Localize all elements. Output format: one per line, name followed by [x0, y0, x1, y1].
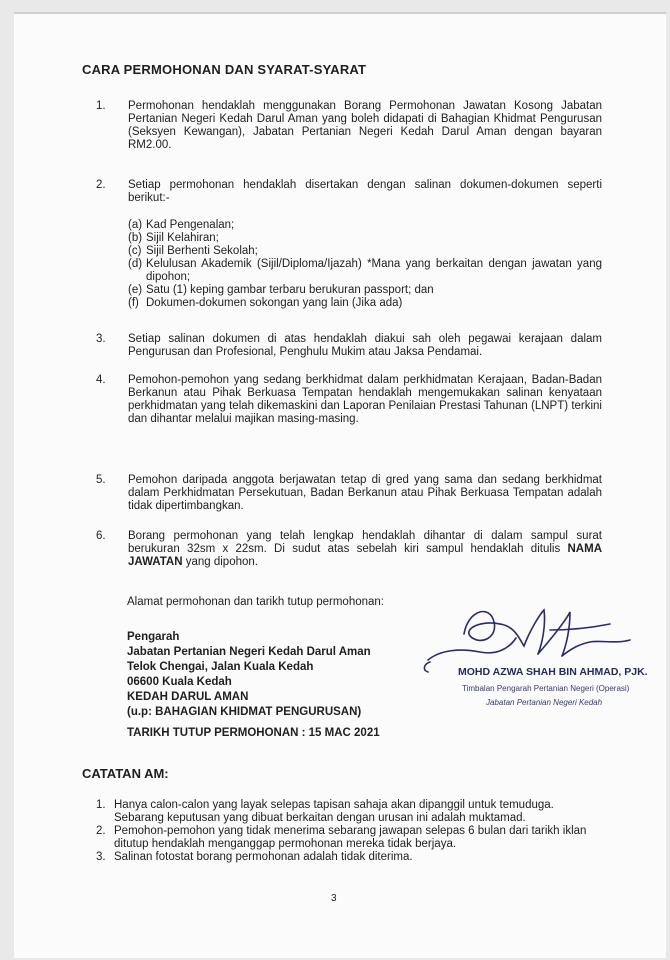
item-number: 4.: [96, 374, 106, 386]
note-text: Pemohon-pemohon yang tidak menerima sebarang jawapan selepas 6 bulan dari tarikh iklan ditutup hendaklah menganggap permohonan mereka tidak berjaya.: [114, 825, 587, 850]
list-label: (a): [128, 219, 143, 231]
item-text: [128, 530, 602, 569]
notes-heading: CATATAN AM:: [82, 766, 169, 781]
address-line: KEDAH DARUL AMAN: [127, 691, 249, 703]
signatory-department: Jabatan Pertanian Negeri Kedah: [486, 698, 603, 707]
address-line: Telok Chengai, Jalan Kuala Kedah: [127, 661, 314, 673]
list-text: Satu (1) keping gambar terbaru berukuran passport; dan: [146, 284, 434, 296]
list-item: [128, 297, 602, 310]
item-number: 3.: [96, 333, 106, 345]
item-text: Setiap permohonan hendaklah disertakan dengan salinan dokumen-dokumen seperti berikut:-: [128, 179, 602, 204]
address-line: Pengarah: [127, 631, 180, 643]
address-line: 06600 Kuala Kedah: [127, 676, 232, 688]
address-line: (u.p: BAHAGIAN KHIDMAT PENGURUSAN): [127, 706, 362, 718]
item-text: Pemohon daripada anggota berjawatan tetap di gred yang sama dan sedang berkhidmat dalam Perkhidmatan Persekutuan, Badan Berkanun atau Pihak Berkuasa Tempatan adalah tidak dipertimbangkan.: [128, 474, 602, 512]
closing-date: TARIKH TUTUP PERMOHONAN : 15 MAC 2021: [127, 727, 380, 739]
list-label: (e): [128, 284, 143, 296]
note-number: 3.: [96, 851, 106, 863]
address-intro: Alamat permohonan dan tarikh tutup permohonan:: [127, 596, 384, 608]
item-number: 5.: [96, 474, 106, 486]
list-item: [128, 232, 602, 245]
note-item: [96, 825, 594, 851]
item-text: Setiap salinan dokumen di atas hendaklah diakui sah oleh pegawai kerajaan dalam Pengurusan dan Profesional, Penghulu Mukim atau Jaksa Pendamai.: [128, 333, 602, 358]
notes-list: [96, 799, 594, 864]
item-text: Pemohon-pemohon yang sedang berkhidmat dalam perkhidmatan Kerajaan, Badan-Badan Berkanun atau Pihak Berkuasa Tempatan hendaklah mengemukakan salinan kenyataan perkhidmatan yang telah dikemaskini dan Laporan Penilaian Prestasi Tahunan (LNPT) terkini dan dihantar melalui majikan masing-masing.: [128, 374, 602, 425]
item-text: Permohonan hendaklah menggunakan Borang Permohonan Jawatan Kosong Jabatan Pertanian Negeri Kedah Darul Aman yang boleh didapati di Bahagian Khidmat Pengurusan (Seksyen Kewangan), Jabatan Pertanian Negeri Kedah Darul Aman dengan bayaran RM2.00.: [128, 100, 602, 151]
list-label: (f): [128, 297, 139, 309]
note-number: 1.: [96, 799, 106, 811]
list-item: [128, 219, 602, 232]
note-item: [96, 799, 594, 825]
section-heading: CARA PERMOHONAN DAN SYARAT-SYARAT: [82, 62, 367, 77]
signatory-name: MOHD AZWA SHAH BIN AHMAD, PJK.: [458, 666, 648, 678]
item-text-body: Borang permohonan yang telah lengkap hendaklah dihantar di dalam sampul surat berukuran 32sm x 22sm. Di sudut atas sebelah kiri sampul hendaklah ditulis: [128, 530, 602, 555]
list-label: (d): [128, 258, 143, 270]
item-number: 1.: [96, 100, 106, 112]
list-label: (c): [128, 245, 142, 257]
list-text: Kad Pengenalan;: [146, 219, 235, 231]
note-text: Salinan fotostat borang permohonan adalah tidak diterima.: [114, 851, 413, 863]
note-text: Hanya calon-calon yang layak selepas tapisan sahaja akan dipanggil untuk temuduga. Sebarang keputusan yang dibuat berkaitan dengan urusan ini adalah muktamad.: [114, 799, 554, 824]
address-line: Jabatan Pertanian Negeri Kedah Darul Aman: [127, 646, 371, 658]
list-label: (b): [128, 232, 143, 244]
item-text-tail: yang dipohon.: [182, 556, 258, 568]
list-text: Sijil Kelahiran;: [146, 232, 219, 244]
list-item: [128, 258, 602, 284]
page-number: 3: [331, 893, 337, 904]
note-item: [96, 851, 594, 864]
list-item: [128, 284, 602, 297]
list-text: Dokumen-dokumen sokongan yang lain (Jika ada): [146, 297, 403, 309]
documents-list: [128, 219, 602, 310]
item-number: 2.: [96, 179, 106, 191]
list-text: Kelulusan Akademik (Sijil/Diploma/Ijazah) *Mana yang berkaitan dengan jawatan yang dipohon;: [146, 258, 602, 283]
note-number: 2.: [96, 825, 106, 837]
signatory-title: Timbalan Pengarah Pertanian Negeri (Operasi): [462, 684, 630, 693]
item-text-bold: NAMA JAWATAN: [128, 543, 602, 568]
address-block: [127, 630, 371, 720]
list-item: [128, 245, 602, 258]
list-text: Sijil Berhenti Sekolah;: [146, 245, 258, 257]
item-number: 6.: [96, 530, 106, 542]
